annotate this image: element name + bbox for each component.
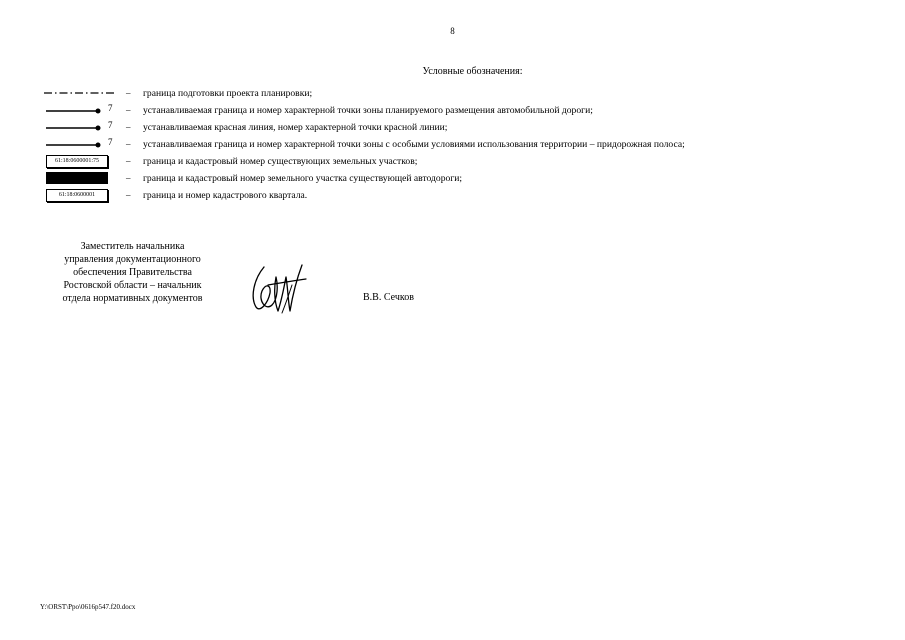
legend-dash: – — [126, 139, 131, 149]
legend-dash: – — [126, 190, 131, 200]
legend-text: устанавливаемая красная линия, номер характерной точки красной линии; — [143, 122, 448, 133]
legend-dash: – — [126, 156, 131, 166]
point-number: 7 — [108, 137, 113, 147]
dash-dot-line-icon — [40, 85, 120, 102]
position-line: отдела нормативных документов — [62, 293, 203, 304]
legend-row — [40, 102, 880, 119]
legend-text: граница и кадастровый номер земельного участка существующей автодороги; — [143, 173, 463, 184]
legend-row — [40, 85, 880, 102]
position-line: Ростовской области – начальник — [63, 280, 202, 291]
file-path: Y:\ORST\Ppo\0616p547.f20.docx — [40, 603, 136, 611]
legend-text: граница и кадастровый номер существующих земельных участков; — [143, 156, 418, 167]
signer-position — [40, 240, 225, 305]
page-number: 8 — [450, 26, 455, 36]
position-line: управления документационного — [64, 254, 201, 265]
legend-dash: – — [126, 173, 131, 183]
cadastral-parcel-icon: 61:18:0600001:75 — [46, 155, 108, 168]
point-number: 7 — [108, 103, 113, 113]
handwritten-signature — [248, 255, 310, 317]
legend-row — [40, 187, 880, 204]
legend-text: устанавливаемая граница и номер характерной точки зоны с особыми условиями использования территории – придорожная полоса; — [143, 139, 685, 150]
signer-name: В.В. Сечков — [363, 292, 414, 303]
legend — [40, 85, 880, 204]
legend-row — [40, 136, 880, 153]
cadastral-quarter-icon: 61:18:0600001 — [46, 189, 108, 202]
point-number: 7 — [108, 120, 113, 130]
position-line: обеспечения Правительства — [73, 267, 192, 278]
legend-row — [40, 119, 880, 136]
legend-title: Условные обозначения: — [422, 66, 523, 77]
legend-text: граница подготовки проекта планировки; — [143, 88, 313, 99]
black-rectangle-icon — [46, 172, 108, 184]
legend-dash: – — [126, 105, 131, 115]
legend-text: устанавливаемая граница и номер характерной точки зоны планируемого размещения автомобильной дороги; — [143, 105, 593, 116]
legend-dash: – — [126, 88, 131, 98]
position-line: Заместитель начальника — [80, 241, 185, 252]
legend-text: граница и номер кадастрового квартала. — [143, 190, 308, 201]
legend-dash: – — [126, 122, 131, 132]
legend-row — [40, 153, 880, 170]
legend-row — [40, 170, 880, 187]
